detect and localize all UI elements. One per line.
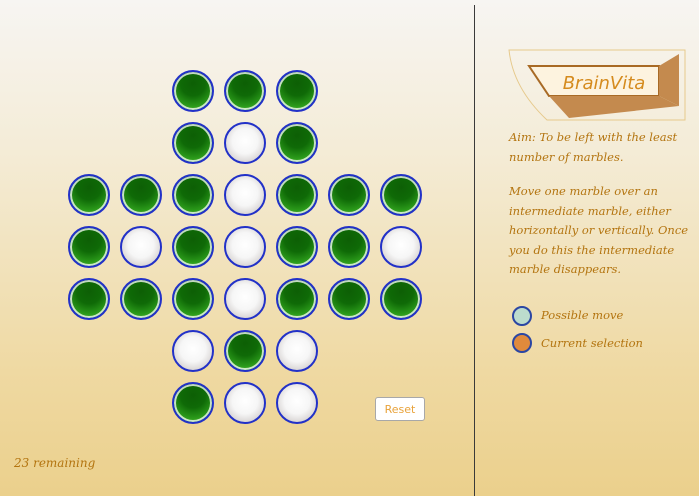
empty-hole[interactable] (276, 330, 318, 372)
current-selection-swatch (512, 333, 532, 353)
marble[interactable] (276, 122, 318, 164)
marble[interactable] (328, 278, 370, 320)
marble[interactable] (68, 278, 110, 320)
empty-hole[interactable] (120, 226, 162, 268)
aim-text: Aim: To be left with the least number of marbles. (509, 130, 678, 164)
empty-hole[interactable] (224, 174, 266, 216)
empty-hole[interactable] (276, 382, 318, 424)
marble[interactable] (172, 174, 214, 216)
empty-hole[interactable] (224, 122, 266, 164)
marble[interactable] (276, 226, 318, 268)
empty-hole[interactable] (224, 226, 266, 268)
marble[interactable] (276, 174, 318, 216)
empty-hole[interactable] (380, 226, 422, 268)
marble[interactable] (172, 122, 214, 164)
instructions-text: Move one marble over an intermediate marble, either horizontally or vertically. Once you do this the intermediate marble disappears. (509, 184, 689, 276)
marble[interactable] (328, 174, 370, 216)
marble[interactable] (276, 70, 318, 112)
marble[interactable] (380, 278, 422, 320)
app-title: BrainVita (562, 73, 646, 94)
marble[interactable] (120, 278, 162, 320)
marble[interactable] (172, 382, 214, 424)
empty-hole[interactable] (224, 278, 266, 320)
marble[interactable] (276, 278, 318, 320)
marble[interactable] (68, 174, 110, 216)
empty-hole[interactable] (224, 382, 266, 424)
remaining-count: 23 remaining (14, 456, 96, 470)
current-selection-label: Current selection (541, 336, 643, 350)
marble[interactable] (172, 70, 214, 112)
marble[interactable] (68, 226, 110, 268)
marble[interactable] (120, 174, 162, 216)
marble[interactable] (224, 70, 266, 112)
marble[interactable] (380, 174, 422, 216)
possible-move-label: Possible move (541, 308, 624, 322)
reset-button[interactable]: Reset (375, 397, 425, 421)
marble[interactable] (172, 278, 214, 320)
marble[interactable] (328, 226, 370, 268)
marble[interactable] (172, 226, 214, 268)
info-panel (475, 0, 699, 496)
possible-move-swatch (512, 306, 532, 326)
marble[interactable] (224, 330, 266, 372)
empty-hole[interactable] (172, 330, 214, 372)
